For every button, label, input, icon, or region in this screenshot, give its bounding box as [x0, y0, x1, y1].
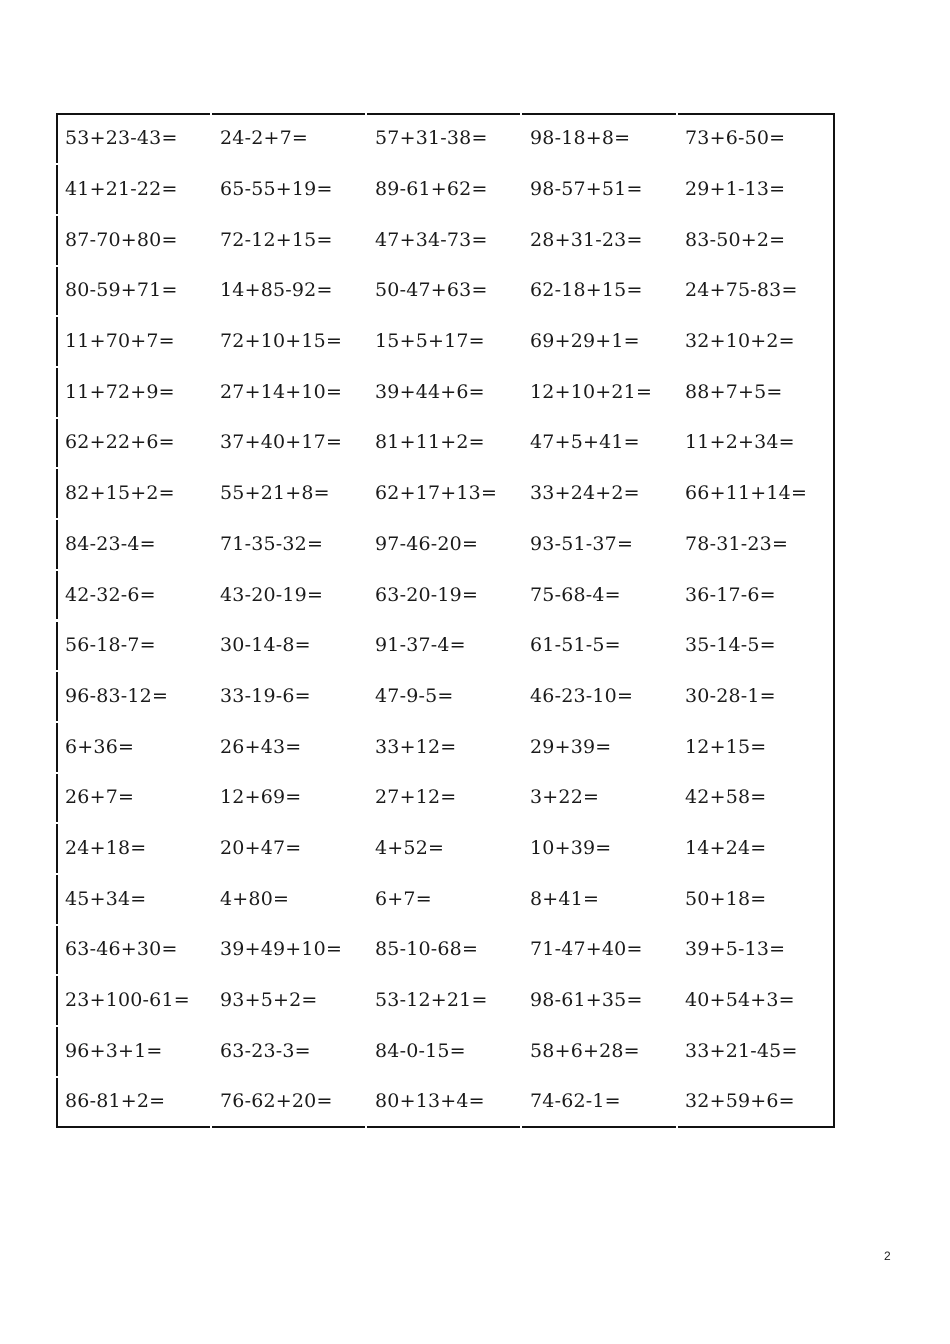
- math-problem: 47-9-5=: [375, 684, 454, 707]
- page-number: 2: [884, 1249, 891, 1263]
- math-problem: 39+5-13=: [685, 938, 786, 961]
- math-problem: 66+11+14=: [685, 482, 808, 505]
- math-problem: 63-23-3=: [220, 1039, 311, 1062]
- math-problem: 65-55+19=: [220, 178, 333, 201]
- math-problem: 14+85-92=: [220, 279, 333, 302]
- math-problem: 62+22+6=: [65, 431, 175, 454]
- math-problem: 87-70+80=: [65, 228, 178, 251]
- math-problem: 24+18=: [65, 836, 147, 859]
- math-problem: 35-14-5=: [685, 634, 776, 657]
- math-problem: 85-10-68=: [375, 938, 479, 961]
- math-problem: 12+15=: [685, 735, 767, 758]
- math-problem: 14+24=: [685, 836, 767, 859]
- math-problem: 41+21-22=: [65, 178, 178, 201]
- math-problem: 4+52=: [375, 836, 445, 859]
- math-problem: 40+54+3=: [685, 989, 795, 1012]
- math-problem: 53-12+21=: [375, 989, 488, 1012]
- math-problem: 28+31-23=: [530, 228, 643, 251]
- math-problem: 3+22=: [530, 786, 600, 809]
- math-problem: 11+72+9=: [65, 380, 175, 403]
- math-problem: 80+13+4=: [375, 1090, 485, 1113]
- math-problem: 4+80=: [220, 887, 290, 910]
- math-problem: 50-47+63=: [375, 279, 488, 302]
- math-problem: 76-62+20=: [220, 1090, 333, 1113]
- math-problem: 12+69=: [220, 786, 302, 809]
- math-problem: 56-18-7=: [65, 634, 156, 657]
- math-problem: 73+6-50=: [685, 127, 786, 150]
- math-problem: 62-18+15=: [530, 279, 643, 302]
- math-problem: 71-47+40=: [530, 938, 643, 961]
- math-problem: 30-28-1=: [685, 684, 776, 707]
- math-problem: 12+10+21=: [530, 380, 653, 403]
- math-problem: 6+36=: [65, 735, 135, 758]
- math-problem: 81+11+2=: [375, 431, 485, 454]
- math-problem: 24+75-83=: [685, 279, 798, 302]
- math-problem: 98-61+35=: [530, 989, 643, 1012]
- math-problem: 23+100-61=: [65, 989, 190, 1012]
- math-problem: 98-57+51=: [530, 178, 643, 201]
- math-problem: 82+15+2=: [65, 482, 175, 505]
- math-problem: 27+14+10=: [220, 380, 343, 403]
- math-problem: 45+34=: [65, 887, 147, 910]
- math-problem: 33+24+2=: [530, 482, 640, 505]
- math-problem: 43-20-19=: [220, 583, 324, 606]
- math-problem: 37+40+17=: [220, 431, 343, 454]
- math-problem: 61-51-5=: [530, 634, 621, 657]
- math-problem: 75-68-4=: [530, 583, 621, 606]
- math-problem: 8+41=: [530, 887, 600, 910]
- math-problem: 26+43=: [220, 735, 302, 758]
- math-problem: 84-0-15=: [375, 1039, 466, 1062]
- math-problem: 20+47=: [220, 836, 302, 859]
- math-problem: 78-31-23=: [685, 532, 789, 555]
- math-problem: 88+7+5=: [685, 380, 783, 403]
- math-problem: 33+12=: [375, 735, 457, 758]
- math-problem: 10+39=: [530, 836, 612, 859]
- worksheet-table: [56, 113, 834, 1127]
- math-problem: 72-12+15=: [220, 228, 333, 251]
- math-problem: 63-20-19=: [375, 583, 479, 606]
- math-problem: 62+17+13=: [375, 482, 498, 505]
- math-problem: 57+31-38=: [375, 127, 488, 150]
- math-problem: 33-19-6=: [220, 684, 311, 707]
- math-problem: 26+7=: [65, 786, 135, 809]
- math-problem: 33+21-45=: [685, 1039, 798, 1062]
- math-problem: 58+6+28=: [530, 1039, 640, 1062]
- math-problem: 91-37-4=: [375, 634, 466, 657]
- math-problem: 89-61+62=: [375, 178, 488, 201]
- math-problem: 98-18+8=: [530, 127, 631, 150]
- math-problem: 83-50+2=: [685, 228, 786, 251]
- math-problem: 50+18=: [685, 887, 767, 910]
- problem-grid: [56, 113, 834, 1127]
- math-problem: 27+12=: [375, 786, 457, 809]
- math-problem: 74-62-1=: [530, 1090, 621, 1113]
- math-problem: 29+39=: [530, 735, 612, 758]
- math-problem: 11+2+34=: [685, 431, 795, 454]
- math-problem: 72+10+15=: [220, 330, 343, 353]
- math-problem: 32+59+6=: [685, 1090, 795, 1113]
- math-problem: 86-81+2=: [65, 1090, 166, 1113]
- math-problem: 39+44+6=: [375, 380, 485, 403]
- math-problem: 29+1-13=: [685, 178, 786, 201]
- math-problem: 69+29+1=: [530, 330, 640, 353]
- math-problem: 93+5+2=: [220, 989, 318, 1012]
- math-problem: 53+23-43=: [65, 127, 178, 150]
- math-problem: 47+34-73=: [375, 228, 488, 251]
- math-problem: 96+3+1=: [65, 1039, 163, 1062]
- math-problem: 80-59+71=: [65, 279, 178, 302]
- math-problem: 6+7=: [375, 887, 432, 910]
- math-problem: 15+5+17=: [375, 330, 485, 353]
- math-problem: 93-51-37=: [530, 532, 634, 555]
- math-problem: 39+49+10=: [220, 938, 343, 961]
- math-problem: 84-23-4=: [65, 532, 156, 555]
- math-problem: 24-2+7=: [220, 127, 309, 150]
- math-problem: 96-83-12=: [65, 684, 169, 707]
- math-problem: 11+70+7=: [65, 330, 175, 353]
- math-problem: 36-17-6=: [685, 583, 776, 606]
- math-problem: 63-46+30=: [65, 938, 178, 961]
- math-problem: 46-23-10=: [530, 684, 634, 707]
- math-problem: 42-32-6=: [65, 583, 156, 606]
- math-problem: 97-46-20=: [375, 532, 479, 555]
- math-problem: 55+21+8=: [220, 482, 330, 505]
- math-problem: 47+5+41=: [530, 431, 640, 454]
- math-problem: 42+58=: [685, 786, 767, 809]
- math-problem: 32+10+2=: [685, 330, 795, 353]
- math-problem: 30-14-8=: [220, 634, 311, 657]
- math-problem: 71-35-32=: [220, 532, 324, 555]
